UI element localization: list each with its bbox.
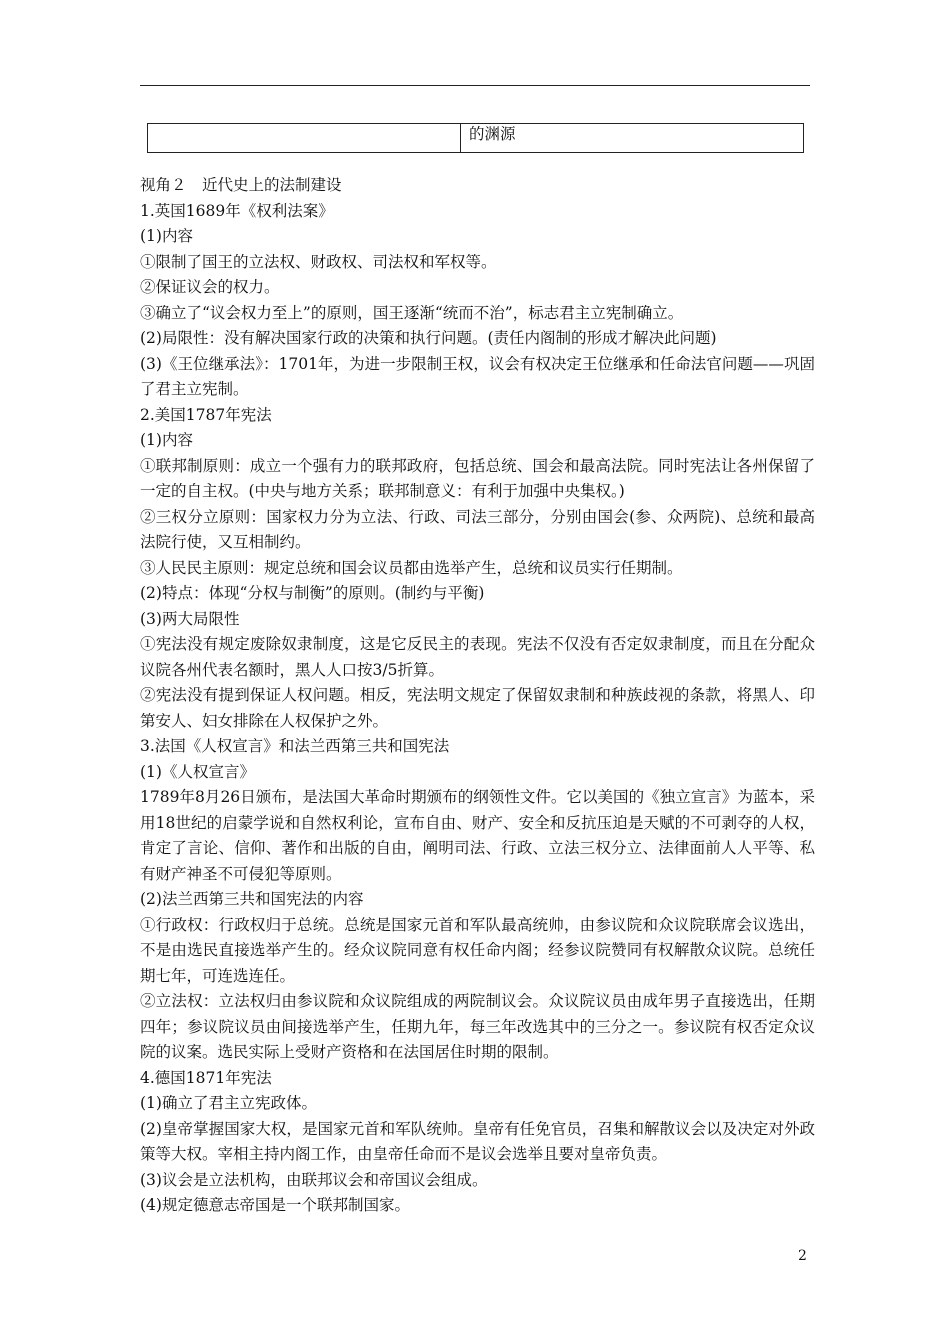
text-line: ②保证议会的权力。 <box>140 278 280 296</box>
body-text <box>140 173 815 1219</box>
text-line: (4)规定德意志帝国是一个联邦制国家。 <box>140 1196 410 1214</box>
text-paragraph: ②三权分立原则：国家权力分为立法、行政、司法三部分，分别由国会(参、众两院)、总统和最高法院行使，又互相制约。 <box>140 507 815 551</box>
text-paragraph: ①行政权：行政权归于总统。总统是国家元首和军队最高统帅，由参议院和众议院联席会议选出，不是由选民直接选举产生的。经众议院同意有权任命内阁；经参议院赞同有权解散众议院。总统任期七年，可连选连任。 <box>140 915 815 985</box>
text-line: ①限制了国王的立法权、财政权、司法权和军权等。 <box>140 252 497 271</box>
text-paragraph: 1789年8月26日颁布，是法国大革命时期颁布的纲领性文件。它以美国的《独立宣言》为蓝本，采用18世纪的启蒙学说和自然权利论，宣布自由、财产、安全和反抗压迫是天赋的不可剥夺的人权，肯定了言论、信仰、著作和出版的自由，阐明司法、行政、立法三权分立、法律面前人人平等、私有财产神圣不可侵犯等原则。 <box>140 788 815 883</box>
text-line: (1)内容 <box>140 431 193 449</box>
text-line: ③人民民主原则：规定总统和国会议员都由选举产生，总统和议员实行任期制。 <box>140 558 683 577</box>
section-title: 视角２ 近代史上的法制建设 <box>140 176 342 194</box>
heading-france: 3.法国《人权宣言》和法兰西第三共和国宪法 <box>140 737 450 755</box>
text-line: (1)内容 <box>140 227 193 245</box>
table-cell: 的渊源 <box>461 124 804 153</box>
text-line: (3)议会是立法机构，由联邦议会和帝国议会组成。 <box>140 1170 488 1189</box>
page-number: 2 <box>798 1248 807 1264</box>
heading-usa: 2.美国1787年宪法 <box>140 405 272 424</box>
heading-germany: 4.德国1871年宪法 <box>140 1068 272 1087</box>
text-paragraph: (2)皇帝掌握国家大权，是国家元首和军队统帅。皇帝有任免官员，召集和解散议会以及决定对外政策等大权。宰相主持内阁工作，由皇帝任命而不是议会选举且要对皇帝负责。 <box>140 1119 815 1163</box>
text-line: (2)局限性：没有解决国家行政的决策和执行问题。(责任内阁制的形成才解决此问题) <box>140 329 717 347</box>
heading-england: 1.英国1689年《权利法案》 <box>140 201 334 220</box>
table-cell <box>148 124 461 153</box>
text-paragraph: (3)《王位继承法》：1701年，为进一步限制王权，议会有权决定王位继承和任命法官问题——巩固了君主立宪制。 <box>140 354 815 398</box>
text-line: (2)特点：体现“分权与制衡”的原则。(制约与平衡) <box>140 584 485 602</box>
text-paragraph: ①宪法没有规定废除奴隶制度，这是它反民主的表现。宪法不仅没有否定奴隶制度，而且在分配众议院各州代表名额时，黑人人口按3/5折算。 <box>140 635 815 679</box>
text-line: (3)两大局限性 <box>140 609 240 628</box>
continuation-table <box>147 123 804 153</box>
text-line: ③确立了“议会权力至上”的原则，国王逐渐“统而不治”，标志君主立宪制确立。 <box>140 303 684 322</box>
text-paragraph: ①联邦制原则：成立一个强有力的联邦政府，包括总统、国会和最高法院。同时宪法让各州保留了一定的自主权。(中央与地方关系；联邦制意义：有利于加强中央集权。) <box>140 456 815 500</box>
table-row <box>148 124 804 153</box>
text-line: (2)法兰西第三共和国宪法的内容 <box>140 890 364 908</box>
header-rule <box>140 85 810 86</box>
text-line: (1)《人权宣言》 <box>140 762 255 781</box>
text-line: (1)确立了君主立宪政体。 <box>140 1094 317 1112</box>
text-paragraph: ②立法权：立法权归由参议院和众议院组成的两院制议会。众议院议员由成年男子直接选出，任期四年；参议院议员由间接选举产生，任期九年，每三年改选其中的三分之一。参议院有权否定众议院的议案。选民实际上受财产资格和在法国居住时期的限制。 <box>140 992 815 1061</box>
text-paragraph: ②宪法没有提到保证人权问题。相反，宪法明文规定了保留奴隶制和种族歧视的条款，将黑人、印第安人、妇女排除在人权保护之外。 <box>140 686 815 730</box>
